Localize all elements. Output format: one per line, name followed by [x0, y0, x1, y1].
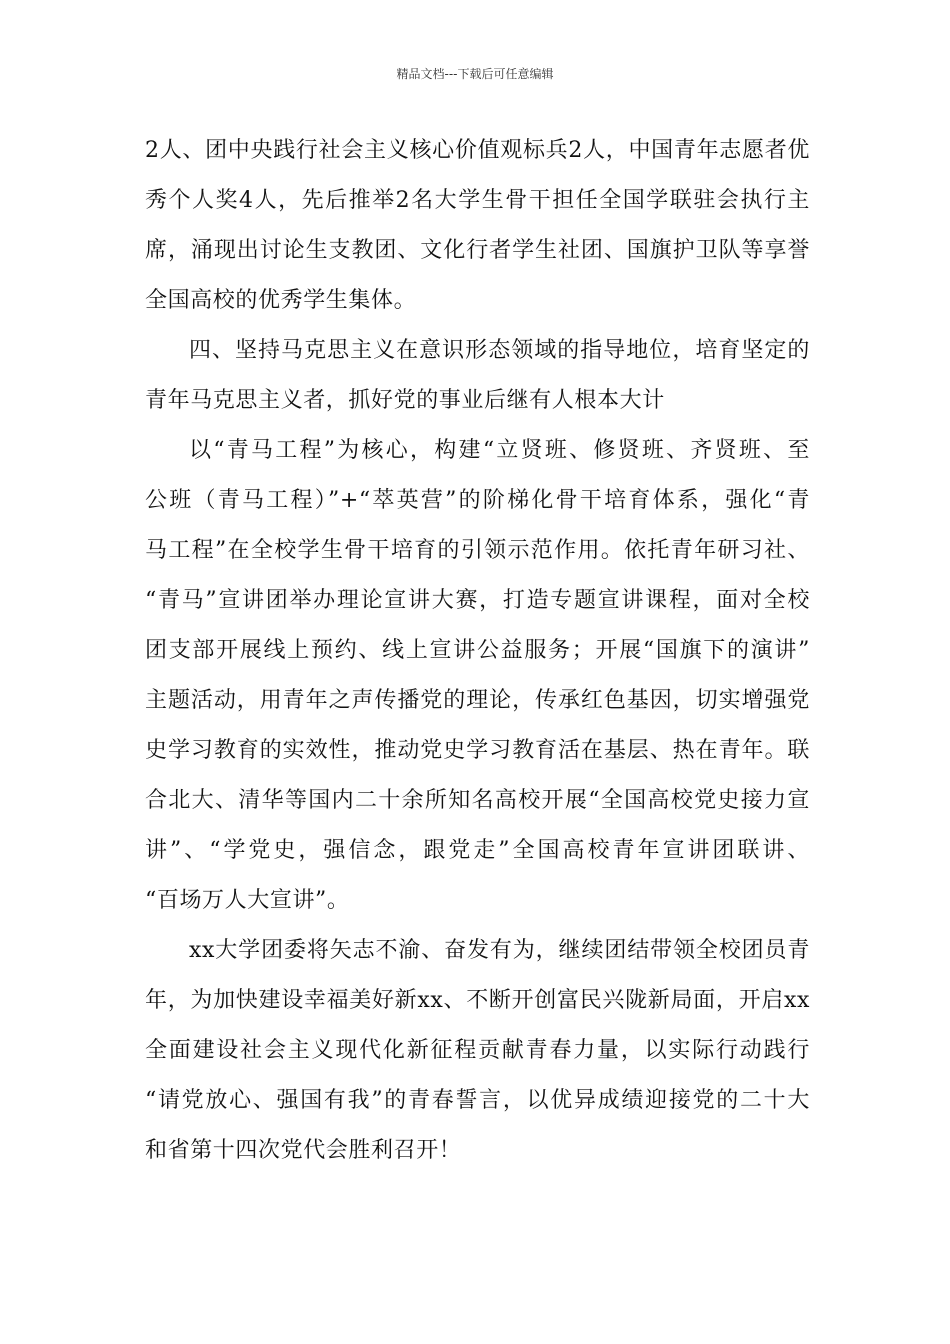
text-line: 讲”、“学党史，强信念，跟党走”全国高校青年宣讲团联讲、 — [145, 838, 810, 863]
document-body — [145, 133, 810, 1183]
text-line: “青马”宣讲团举办理论宣讲大赛，打造专题宣讲课程，面对全校 — [145, 588, 810, 613]
text-line: 全国高校的优秀学生集体。 — [145, 288, 417, 313]
text-line: 公班（青马工程）”+“萃英营”的阶梯化骨干培育体系，强化“青 — [145, 488, 810, 513]
text-line: 2人、团中央践行社会主义核心价值观标兵2人，中国青年志愿者优 — [145, 138, 810, 163]
section-heading — [145, 333, 810, 433]
text-line: “请党放心、强国有我”的青春誓言，以优异成绩迎接党的二十大 — [145, 1088, 810, 1113]
text-line: 席，涌现出讨论生支教团、文化行者学生社团、国旗护卫队等享誉 — [145, 238, 810, 263]
text-line: 主题活动，用青年之声传播党的理论，传承红色基因，切实增强党 — [145, 688, 810, 713]
text-line: 史学习教育的实效性，推动党史学习教育活在基层、热在青年。联 — [145, 738, 810, 763]
text-line: 青年马克思主义者，抓好党的事业后继有人根本大计 — [145, 388, 665, 413]
text-line: 四、坚持马克思主义在意识形态领域的指导地位，培育坚定的 — [189, 338, 810, 363]
text-line: 年，为加快建设幸福美好新xx、不断开创富民兴陇新局面，开启xx — [145, 988, 810, 1013]
text-line: 马工程”在全校学生骨干培育的引领示范作用。依托青年研习社、 — [145, 538, 810, 563]
text-line: 团支部开展线上预约、线上宣讲公益服务；开展“国旗下的演讲” — [145, 638, 810, 663]
text-line: xx大学团委将矢志不渝、奋发有为，继续团结带领全校团员青 — [189, 938, 810, 963]
paragraph — [145, 433, 810, 933]
text-line: 合北大、清华等国内二十余所知名高校开展“全国高校党史接力宣 — [145, 788, 810, 813]
text-line: 和省第十四次党代会胜利召开！ — [145, 1138, 462, 1163]
page-header: 精品文档---下载后可任意编辑 — [396, 67, 554, 81]
text-line: “百场万人大宣讲”。 — [145, 888, 350, 913]
text-line: 以“青马工程”为核心，构建“立贤班、修贤班、齐贤班、至 — [189, 438, 810, 463]
text-line: 秀个人奖4人，先后推举2名大学生骨干担任全国学联驻会执行主 — [145, 188, 810, 213]
paragraph — [145, 133, 810, 333]
paragraph — [145, 933, 810, 1183]
text-line: 全面建设社会主义现代化新征程贡献青春力量，以实际行动践行 — [145, 1038, 810, 1063]
